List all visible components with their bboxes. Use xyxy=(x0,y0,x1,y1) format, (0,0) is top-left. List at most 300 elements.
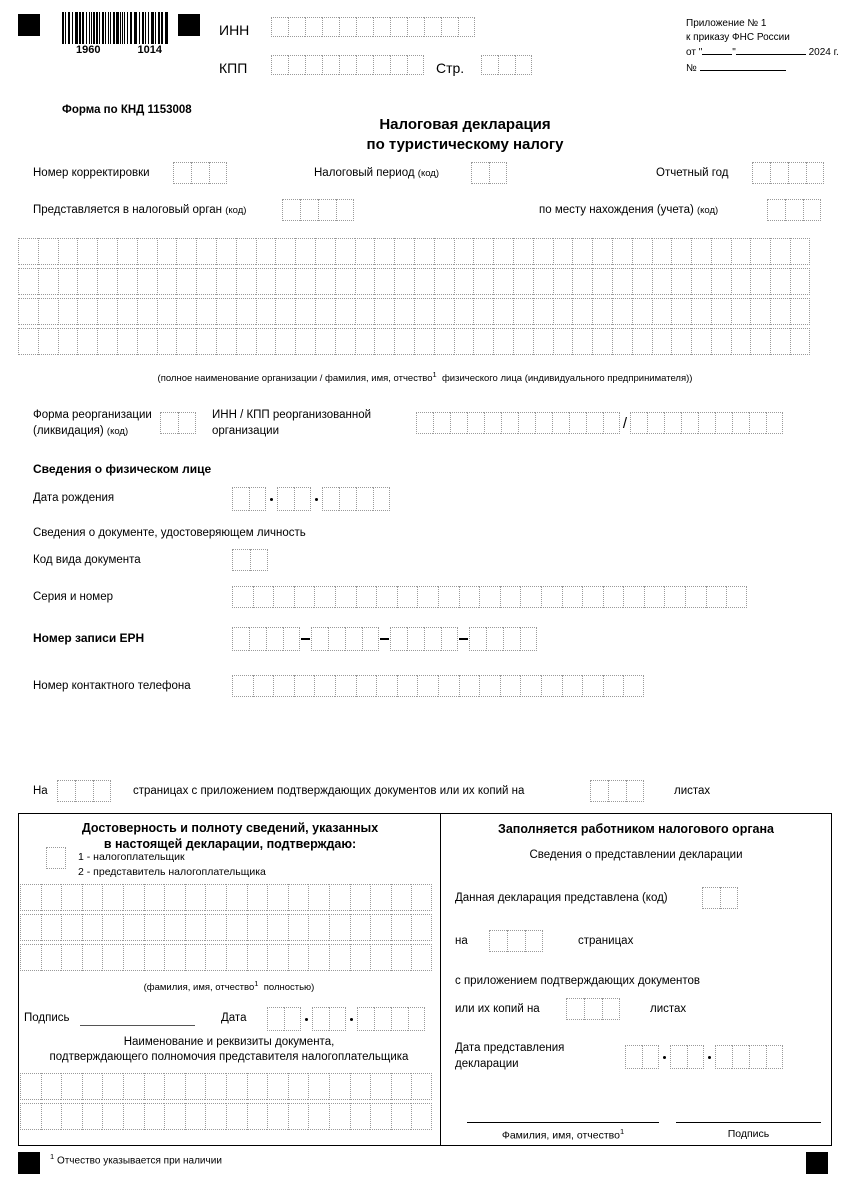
form-cell[interactable] xyxy=(82,884,103,911)
form-cell[interactable] xyxy=(533,328,553,355)
form-cell[interactable] xyxy=(295,238,315,265)
form-cell[interactable] xyxy=(137,298,157,325)
form-cell[interactable] xyxy=(267,1103,288,1130)
form-cell[interactable] xyxy=(275,328,295,355)
form-cell[interactable] xyxy=(731,238,751,265)
form-cell[interactable] xyxy=(355,238,375,265)
form-cell[interactable] xyxy=(61,914,82,941)
form-cell[interactable] xyxy=(97,298,117,325)
form-cell[interactable] xyxy=(414,298,434,325)
form-cell[interactable] xyxy=(493,328,513,355)
form-cell[interactable] xyxy=(518,412,535,434)
form-cell[interactable] xyxy=(144,1103,165,1130)
tax-authority-input[interactable] xyxy=(282,199,354,221)
form-cell[interactable] xyxy=(687,1045,704,1069)
form-cell[interactable] xyxy=(176,238,196,265)
form-cell[interactable] xyxy=(58,268,78,295)
form-cell[interactable] xyxy=(294,675,315,697)
form-cell[interactable] xyxy=(408,1007,425,1031)
form-cell[interactable] xyxy=(178,412,196,434)
form-cell[interactable] xyxy=(370,1103,391,1130)
form-cell[interactable] xyxy=(61,1073,82,1100)
form-cell[interactable] xyxy=(454,238,474,265)
form-cell[interactable] xyxy=(339,17,356,37)
organization-name-input[interactable] xyxy=(18,238,810,355)
form-cell[interactable] xyxy=(137,238,157,265)
form-cell[interactable] xyxy=(750,328,770,355)
form-cell[interactable] xyxy=(711,268,731,295)
form-cell[interactable] xyxy=(702,887,720,909)
sheets-count-input[interactable] xyxy=(590,780,644,802)
form-cell[interactable] xyxy=(590,780,608,802)
form-cell[interactable] xyxy=(766,412,783,434)
form-cell[interactable] xyxy=(572,268,592,295)
confirm-doc-input[interactable] xyxy=(20,1073,432,1130)
form-cell[interactable] xyxy=(632,238,652,265)
form-cell[interactable] xyxy=(626,780,644,802)
form-cell[interactable] xyxy=(715,412,732,434)
form-cell[interactable] xyxy=(339,55,356,75)
form-cell[interactable] xyxy=(454,328,474,355)
form-cell[interactable] xyxy=(41,1073,62,1100)
form-cell[interactable] xyxy=(698,412,715,434)
form-cell[interactable] xyxy=(664,412,681,434)
form-cell[interactable] xyxy=(632,268,652,295)
series-number-input[interactable] xyxy=(232,586,747,608)
form-cell[interactable] xyxy=(513,238,533,265)
form-cell[interactable] xyxy=(160,412,178,434)
form-cell[interactable] xyxy=(38,268,58,295)
form-cell[interactable] xyxy=(232,675,253,697)
form-cell[interactable] xyxy=(288,55,305,75)
form-cell[interactable] xyxy=(117,298,137,325)
form-cell[interactable] xyxy=(253,586,274,608)
form-cell[interactable] xyxy=(434,298,454,325)
form-cell[interactable] xyxy=(770,162,788,184)
form-cell[interactable] xyxy=(176,328,196,355)
form-cell[interactable] xyxy=(356,487,373,511)
form-cell[interactable] xyxy=(788,162,806,184)
form-cell[interactable] xyxy=(407,17,424,37)
form-cell[interactable] xyxy=(185,1073,206,1100)
form-cell[interactable] xyxy=(732,412,749,434)
form-cell[interactable] xyxy=(205,1103,226,1130)
form-cell[interactable] xyxy=(284,1007,301,1031)
form-cell[interactable] xyxy=(652,298,672,325)
form-cell[interactable] xyxy=(592,298,612,325)
form-cell[interactable] xyxy=(164,884,185,911)
form-cell[interactable] xyxy=(46,847,66,869)
form-cell[interactable] xyxy=(644,586,665,608)
form-cell[interactable] xyxy=(335,328,355,355)
form-cell[interactable] xyxy=(164,914,185,941)
form-cell[interactable] xyxy=(473,238,493,265)
form-cell[interactable] xyxy=(370,884,391,911)
form-cell[interactable] xyxy=(123,944,144,971)
form-cell[interactable] xyxy=(671,328,691,355)
form-cell[interactable] xyxy=(433,412,450,434)
form-cell[interactable] xyxy=(720,887,738,909)
form-cell[interactable] xyxy=(275,268,295,295)
form-cell[interactable] xyxy=(117,268,137,295)
form-cell[interactable] xyxy=(691,328,711,355)
form-cell[interactable] xyxy=(164,1073,185,1100)
form-cell[interactable] xyxy=(434,238,454,265)
form-cell[interactable] xyxy=(102,1103,123,1130)
form-cell[interactable] xyxy=(370,1073,391,1100)
form-cell[interactable] xyxy=(226,944,247,971)
form-cell-row[interactable] xyxy=(20,914,432,941)
form-cell[interactable] xyxy=(533,298,553,325)
form-cell[interactable] xyxy=(288,1073,309,1100)
form-cell[interactable] xyxy=(391,884,412,911)
form-cell[interactable] xyxy=(144,914,165,941)
form-cell[interactable] xyxy=(157,268,177,295)
form-cell[interactable] xyxy=(329,884,350,911)
form-cell[interactable] xyxy=(185,884,206,911)
form-cell[interactable] xyxy=(424,17,441,37)
form-cell[interactable] xyxy=(515,55,532,75)
form-cell[interactable] xyxy=(41,914,62,941)
form-cell[interactable] xyxy=(271,17,288,37)
form-cell[interactable] xyxy=(267,884,288,911)
form-cell[interactable] xyxy=(295,268,315,295)
form-cell[interactable] xyxy=(137,328,157,355)
form-cell[interactable] xyxy=(454,268,474,295)
kpp-input[interactable] xyxy=(271,55,424,75)
form-cell[interactable] xyxy=(441,627,458,651)
official-signature-line[interactable] xyxy=(676,1122,821,1123)
form-cell[interactable] xyxy=(82,914,103,941)
form-cell[interactable] xyxy=(295,328,315,355)
form-cell[interactable] xyxy=(572,328,592,355)
confirm-type-code-input[interactable] xyxy=(46,847,66,869)
form-cell[interactable] xyxy=(123,914,144,941)
form-cell[interactable] xyxy=(407,627,424,651)
form-cell-row[interactable] xyxy=(20,1073,432,1100)
form-cell[interactable] xyxy=(767,199,785,221)
form-cell[interactable] xyxy=(806,162,824,184)
form-cell[interactable] xyxy=(424,627,441,651)
form-cell[interactable] xyxy=(467,412,484,434)
form-cell[interactable] xyxy=(355,268,375,295)
form-cell[interactable] xyxy=(97,328,117,355)
form-cell[interactable] xyxy=(790,238,810,265)
form-cell-row[interactable] xyxy=(20,1103,432,1130)
form-cell[interactable] xyxy=(489,930,507,952)
form-cell[interactable] xyxy=(173,162,191,184)
form-cell[interactable] xyxy=(625,1045,642,1069)
form-cell[interactable] xyxy=(335,238,355,265)
form-cell[interactable] xyxy=(603,675,624,697)
form-cell[interactable] xyxy=(226,1073,247,1100)
form-cell[interactable] xyxy=(562,675,583,697)
reorg-form-code-input[interactable] xyxy=(160,412,196,434)
form-cell[interactable] xyxy=(373,487,390,511)
form-cell[interactable] xyxy=(441,17,458,37)
form-cell[interactable] xyxy=(553,298,573,325)
form-cell[interactable] xyxy=(350,944,371,971)
form-cell[interactable] xyxy=(513,328,533,355)
form-cell-row[interactable] xyxy=(18,328,810,355)
form-cell[interactable] xyxy=(397,586,418,608)
form-cell[interactable] xyxy=(283,627,300,651)
form-cell[interactable] xyxy=(732,1045,749,1069)
form-cell[interactable] xyxy=(97,268,117,295)
form-cell[interactable] xyxy=(473,268,493,295)
form-cell[interactable] xyxy=(216,328,236,355)
form-cell[interactable] xyxy=(411,914,432,941)
form-cell[interactable] xyxy=(311,627,328,651)
form-cell[interactable] xyxy=(691,238,711,265)
form-cell[interactable] xyxy=(397,675,418,697)
form-cell[interactable] xyxy=(486,627,503,651)
form-cell[interactable] xyxy=(350,1073,371,1100)
form-cell[interactable] xyxy=(20,884,41,911)
form-cell[interactable] xyxy=(273,675,294,697)
form-cell[interactable] xyxy=(308,1103,329,1130)
form-cell[interactable] xyxy=(232,549,250,571)
form-cell[interactable] xyxy=(322,487,339,511)
form-cell[interactable] xyxy=(157,298,177,325)
form-cell[interactable] xyxy=(391,944,412,971)
form-cell[interactable] xyxy=(373,55,390,75)
form-cell[interactable] xyxy=(670,1045,687,1069)
form-cell[interactable] xyxy=(20,1103,41,1130)
form-cell[interactable] xyxy=(438,675,459,697)
form-cell[interactable] xyxy=(247,1073,268,1100)
form-cell[interactable] xyxy=(164,944,185,971)
form-cell[interactable] xyxy=(473,298,493,325)
form-cell[interactable] xyxy=(458,17,475,37)
form-cell[interactable] xyxy=(329,944,350,971)
form-cell[interactable] xyxy=(82,944,103,971)
form-cell[interactable] xyxy=(479,586,500,608)
form-cell[interactable] xyxy=(232,586,253,608)
form-cell[interactable] xyxy=(266,627,283,651)
form-cell[interactable] xyxy=(691,268,711,295)
form-cell[interactable] xyxy=(493,238,513,265)
form-cell[interactable] xyxy=(275,238,295,265)
form-cell[interactable] xyxy=(335,586,356,608)
form-cell[interactable] xyxy=(553,268,573,295)
form-cell[interactable] xyxy=(345,627,362,651)
official-submitted-input[interactable] xyxy=(702,887,738,909)
form-cell[interactable] xyxy=(123,1073,144,1100)
form-cell[interactable] xyxy=(61,944,82,971)
form-cell[interactable] xyxy=(790,328,810,355)
form-cell[interactable] xyxy=(749,412,766,434)
form-cell[interactable] xyxy=(267,944,288,971)
form-cell[interactable] xyxy=(271,55,288,75)
form-cell[interactable] xyxy=(434,328,454,355)
form-cell[interactable] xyxy=(58,328,78,355)
form-cell[interactable] xyxy=(38,238,58,265)
form-cell[interactable] xyxy=(671,268,691,295)
form-cell[interactable] xyxy=(335,675,356,697)
form-cell[interactable] xyxy=(750,298,770,325)
form-cell[interactable] xyxy=(390,627,407,651)
form-cell[interactable] xyxy=(438,586,459,608)
form-cell[interactable] xyxy=(328,627,345,651)
form-cell[interactable] xyxy=(623,586,644,608)
form-cell[interactable] xyxy=(552,412,569,434)
form-cell[interactable] xyxy=(417,586,438,608)
report-year-input[interactable] xyxy=(752,162,824,184)
form-cell-row[interactable] xyxy=(18,268,810,295)
form-cell[interactable] xyxy=(58,238,78,265)
form-cell[interactable] xyxy=(414,268,434,295)
form-cell[interactable] xyxy=(553,238,573,265)
form-cell[interactable] xyxy=(18,238,38,265)
form-cell[interactable] xyxy=(370,944,391,971)
form-cell[interactable] xyxy=(370,914,391,941)
form-cell[interactable] xyxy=(612,268,632,295)
form-cell[interactable] xyxy=(520,675,541,697)
form-cell[interactable] xyxy=(335,268,355,295)
form-cell[interactable] xyxy=(533,238,553,265)
form-cell[interactable] xyxy=(216,238,236,265)
pages-count-input[interactable] xyxy=(57,780,111,802)
form-cell[interactable] xyxy=(362,627,379,651)
correction-number-input[interactable] xyxy=(173,162,227,184)
form-cell[interactable] xyxy=(339,487,356,511)
form-cell[interactable] xyxy=(572,238,592,265)
form-cell[interactable] xyxy=(20,944,41,971)
form-cell[interactable] xyxy=(196,268,216,295)
form-cell[interactable] xyxy=(414,328,434,355)
form-cell[interactable] xyxy=(569,412,586,434)
form-cell[interactable] xyxy=(77,238,97,265)
confirm-fio-input[interactable] xyxy=(20,884,432,971)
form-cell[interactable] xyxy=(394,328,414,355)
form-cell[interactable] xyxy=(18,328,38,355)
form-cell[interactable] xyxy=(102,944,123,971)
form-cell[interactable] xyxy=(790,298,810,325)
form-cell[interactable] xyxy=(481,55,498,75)
form-cell[interactable] xyxy=(137,268,157,295)
form-cell[interactable] xyxy=(603,586,624,608)
form-cell[interactable] xyxy=(592,328,612,355)
doc-type-code-input[interactable] xyxy=(232,549,268,571)
inn-input[interactable] xyxy=(271,17,475,37)
form-cell[interactable] xyxy=(247,914,268,941)
form-cell[interactable] xyxy=(157,328,177,355)
official-attach-input[interactable] xyxy=(566,998,620,1020)
form-cell[interactable] xyxy=(414,238,434,265)
form-cell[interactable] xyxy=(584,998,602,1020)
form-cell[interactable] xyxy=(144,1073,165,1100)
form-cell[interactable] xyxy=(247,884,268,911)
form-cell[interactable] xyxy=(374,268,394,295)
form-cell[interactable] xyxy=(623,675,644,697)
form-cell-row[interactable] xyxy=(20,944,432,971)
form-cell[interactable] xyxy=(790,268,810,295)
form-cell[interactable] xyxy=(473,328,493,355)
form-cell[interactable] xyxy=(256,268,276,295)
form-cell[interactable] xyxy=(411,884,432,911)
form-cell[interactable] xyxy=(501,412,518,434)
form-cell[interactable] xyxy=(803,199,821,221)
form-cell[interactable] xyxy=(374,328,394,355)
form-cell[interactable] xyxy=(164,1103,185,1130)
form-cell[interactable] xyxy=(41,1103,62,1130)
form-cell[interactable] xyxy=(394,298,414,325)
form-cell[interactable] xyxy=(770,328,790,355)
form-cell[interactable] xyxy=(253,675,274,697)
form-cell[interactable] xyxy=(642,1045,659,1069)
form-cell[interactable] xyxy=(586,412,603,434)
form-cell[interactable] xyxy=(205,1073,226,1100)
form-cell[interactable] xyxy=(356,675,377,697)
form-cell[interactable] xyxy=(350,914,371,941)
form-cell[interactable] xyxy=(513,268,533,295)
form-cell[interactable] xyxy=(731,328,751,355)
form-cell[interactable] xyxy=(469,627,486,651)
form-cell[interactable] xyxy=(318,199,336,221)
form-cell[interactable] xyxy=(61,1103,82,1130)
reorg-innkpp-input[interactable] xyxy=(416,412,783,434)
form-cell-row[interactable] xyxy=(18,238,810,265)
form-cell[interactable] xyxy=(407,55,424,75)
form-cell[interactable] xyxy=(196,238,216,265)
form-cell[interactable] xyxy=(308,914,329,941)
form-cell[interactable] xyxy=(75,780,93,802)
form-cell[interactable] xyxy=(157,238,177,265)
form-cell[interactable] xyxy=(411,1103,432,1130)
form-cell[interactable] xyxy=(123,884,144,911)
form-cell[interactable] xyxy=(196,328,216,355)
form-cell[interactable] xyxy=(715,1045,732,1069)
form-cell[interactable] xyxy=(731,268,751,295)
form-cell[interactable] xyxy=(731,298,751,325)
form-cell[interactable] xyxy=(300,199,318,221)
form-cell[interactable] xyxy=(308,944,329,971)
form-cell[interactable] xyxy=(356,17,373,37)
form-cell[interactable] xyxy=(770,268,790,295)
form-cell[interactable] xyxy=(232,627,249,651)
form-cell[interactable] xyxy=(196,298,216,325)
form-cell[interactable] xyxy=(691,298,711,325)
form-cell[interactable] xyxy=(205,944,226,971)
form-cell[interactable] xyxy=(391,1007,408,1031)
form-cell[interactable] xyxy=(226,914,247,941)
form-cell[interactable] xyxy=(749,1045,766,1069)
form-cell[interactable] xyxy=(520,627,537,651)
form-cell[interactable] xyxy=(652,238,672,265)
form-cell[interactable] xyxy=(273,586,294,608)
form-cell[interactable] xyxy=(144,884,165,911)
form-cell[interactable] xyxy=(493,268,513,295)
form-cell[interactable] xyxy=(38,328,58,355)
form-cell[interactable] xyxy=(329,914,350,941)
form-cell[interactable] xyxy=(102,914,123,941)
form-cell[interactable] xyxy=(294,586,315,608)
form-cell[interactable] xyxy=(391,914,412,941)
form-cell[interactable] xyxy=(484,412,501,434)
form-cell[interactable] xyxy=(520,586,541,608)
form-cell[interactable] xyxy=(572,298,592,325)
form-cell[interactable] xyxy=(329,1103,350,1130)
form-cell[interactable] xyxy=(41,884,62,911)
form-cell[interactable] xyxy=(671,298,691,325)
tax-period-input[interactable] xyxy=(471,162,507,184)
form-cell[interactable] xyxy=(685,586,706,608)
form-cell[interactable] xyxy=(652,328,672,355)
form-cell[interactable] xyxy=(416,412,433,434)
form-cell[interactable] xyxy=(18,268,38,295)
form-cell[interactable] xyxy=(356,55,373,75)
